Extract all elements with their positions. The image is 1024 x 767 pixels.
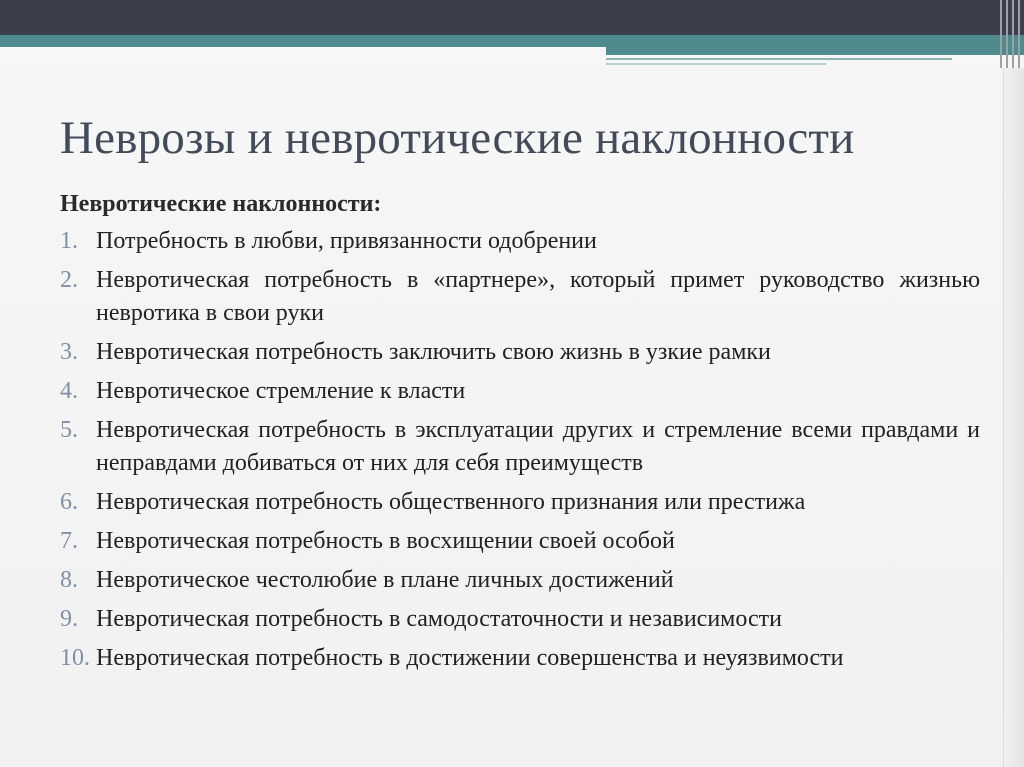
list-item [60, 525, 980, 558]
tendencies-list [60, 225, 980, 675]
list-item [60, 336, 980, 369]
list-item-text: Невротическая потребность в восхищении своей особой [96, 528, 675, 554]
list-heading: Невротические наклонности: [60, 191, 382, 217]
right-edge-line [1003, 68, 1004, 767]
list-item-number: 1. [60, 228, 78, 254]
header-decor-line [606, 63, 826, 65]
list-item [60, 225, 980, 258]
list-item-number: 3. [60, 339, 78, 365]
header-banner-dark [0, 0, 1024, 35]
list-item [60, 603, 980, 636]
list-item [60, 564, 980, 597]
list-item [60, 414, 980, 480]
list-item-text: Невротическое стремление к власти [96, 378, 466, 404]
list-item [60, 486, 980, 519]
list-item-number: 6. [60, 489, 78, 515]
right-edge-shade [1002, 68, 1024, 767]
list-item-number: 2. [60, 267, 78, 293]
header-banner-accent [606, 47, 1024, 55]
list-item-text: Невротическая потребность заключить свою жизнь в узкие рамки [96, 339, 771, 365]
list-item-text: Невротическая потребность в достижении совершенства и неуязвимости [96, 645, 844, 671]
list-item-number: 7. [60, 528, 78, 554]
slide-content [60, 188, 980, 681]
header-banner-teal [0, 35, 1024, 47]
list-item-text: Невротическая потребность в эксплуатации других и стремление всеми правдами и неправдами добиваться от них для себя преимуществ [96, 417, 980, 476]
list-item-text: Невротическая потребность в самодостаточности и независимости [96, 606, 782, 632]
list-item [60, 264, 980, 330]
list-item-number: 5. [60, 417, 78, 443]
list-item-text: Невротическая потребность общественного признания или престижа [96, 489, 806, 515]
slide-title: Неврозы и невротические наклонности [60, 112, 855, 164]
header-decor-line [606, 58, 952, 60]
header-stripes [996, 0, 1024, 68]
list-item-number: 9. [60, 606, 78, 632]
list-item-number: 10. [60, 645, 90, 671]
list-item-text: Невротическое честолюбие в плане личных достижений [96, 567, 674, 593]
list-item [60, 375, 980, 408]
list-item [60, 642, 980, 675]
list-item-number: 8. [60, 567, 78, 593]
list-item-number: 4. [60, 378, 78, 404]
list-item-text: Невротическая потребность в «партнере», который примет руководство жизнью невротика в свои руки [96, 267, 980, 326]
list-item-text: Потребность в любви, привязанности одобрении [96, 228, 597, 254]
